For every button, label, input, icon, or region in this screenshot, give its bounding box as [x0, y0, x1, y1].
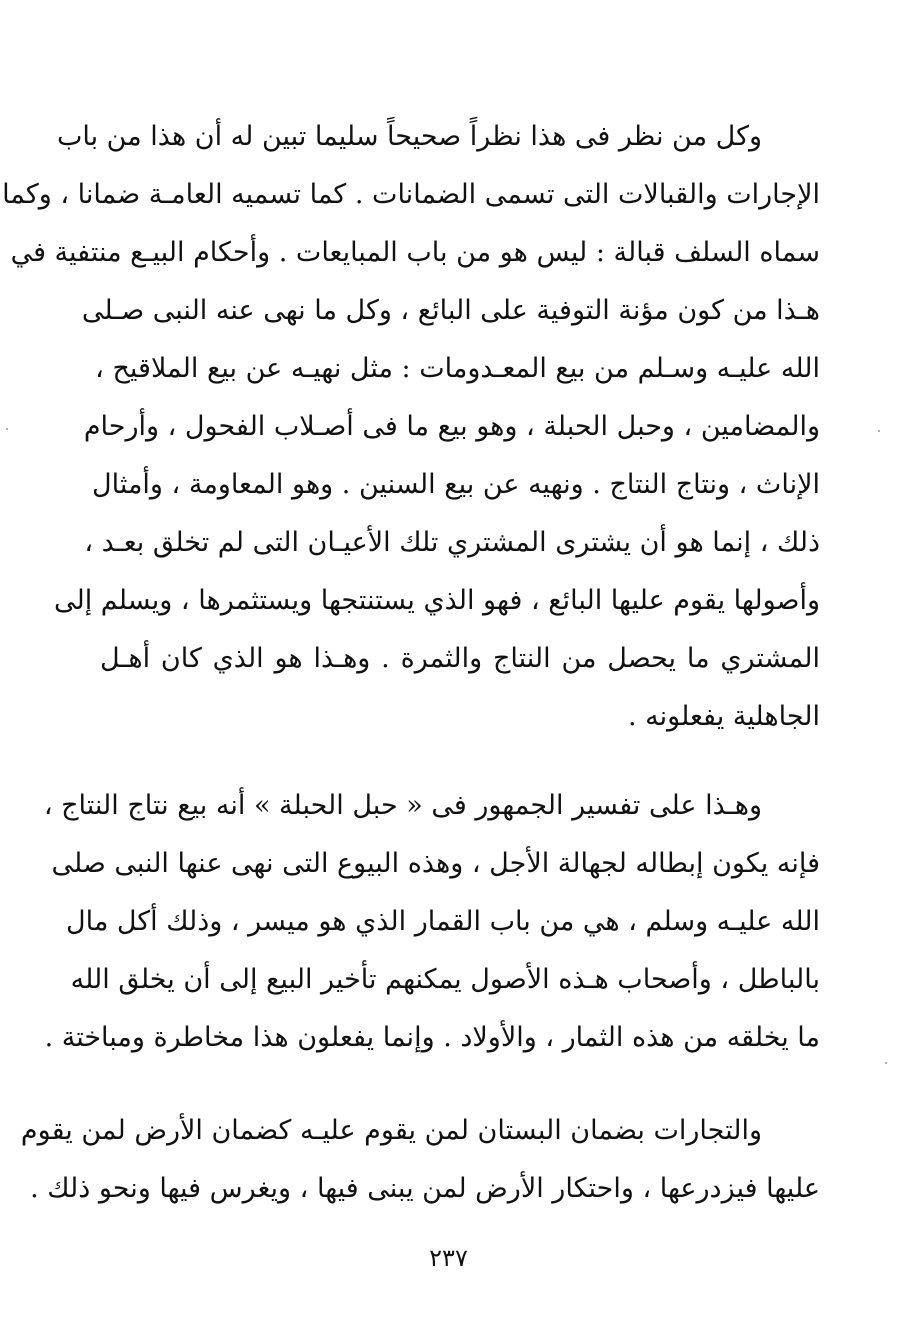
text-line: الإجارات والقبالات التى تسمى الضمانات . كما تسميه العامـة ضمانا ، وكما: [2, 179, 820, 210]
text-line: وكل من نظر فى هذا نظراً صحيحاً سليما تبين له أن هذا من باب: [56, 121, 762, 152]
text-line: الله عليـه وسـلم من بيع المعـدومات : مثل نهيـه عن بيع الملاقيح ،: [95, 353, 820, 384]
text-line: الله عليـه وسلم ، هي من باب القمار الذي هو ميسر ، وذلك أكل مال: [65, 906, 820, 937]
page-number: ٢٣٧: [429, 1244, 468, 1272]
text-line: والمضامين ، وحبل الحبلة ، وهو بيع ما فى أصـلاب الفحول ، وأرحام: [83, 411, 820, 442]
paragraph-1: [2, 108, 820, 746]
text-line: سماه السلف قبالة : ليس هو من باب المبايعات . وأحكام البيـع منتفية في: [10, 237, 820, 268]
text-line: الجاهلية يفعلونه .: [627, 701, 820, 732]
text-line: فإنه يكون إبطاله لجهالة الأجل ، وهذه البيوع التى نهى عنها النبى صلى: [51, 848, 820, 879]
scan-speck: [885, 1062, 887, 1064]
scan-speck: [878, 430, 880, 432]
text-line: بالباطل ، وأصحاب هـذه الأصول يمكنهم تأخير البيع إلى أن يخلق الله: [70, 964, 820, 995]
text-line: هـذا من كون مؤنة التوفية على البائع ، وكل ما نهى عنه النبى صـلى: [81, 295, 820, 326]
text-line: والتجارات بضمان البستان لمن يقوم عليـه كضمان الأرض لمن يقوم: [20, 1115, 762, 1146]
text-line: عليها فيزدرعها ، واحتكار الأرض لمن يبنى فيها ، ويغرس فيها ونحو ذلك .: [30, 1173, 820, 1204]
scan-speck: [6, 428, 8, 430]
text-line: وأصولها يقوم عليها البائع ، فهو الذي يستنتجها ويستثمرها ، ويسلم إلى: [53, 585, 820, 616]
text-line: وهـذا على تفسير الجمهور فى « حبل الحبلة » أنه بيع نتاج النتاج ،: [43, 790, 762, 821]
text-line: ما يخلقه من هذه الثمار ، والأولاد . وإنما يفعلون هذا مخاطرة ومباختة .: [44, 1022, 820, 1053]
text-line: المشتري ما يحصل من النتاج والثمرة . وهـذا هو الذي كان أهـل: [100, 643, 820, 674]
text-line: ذلك ، إنما هو أن يشترى المشتري تلك الأعيـان التى لم تخلق بعـد ،: [84, 527, 820, 558]
text-line: الإناث ، ونتاج النتاج . ونهيه عن بيع السنين . وهو المعاومة ، وأمثال: [91, 469, 820, 500]
paragraph-3: [20, 1102, 820, 1218]
paragraph-2: [43, 777, 820, 1067]
